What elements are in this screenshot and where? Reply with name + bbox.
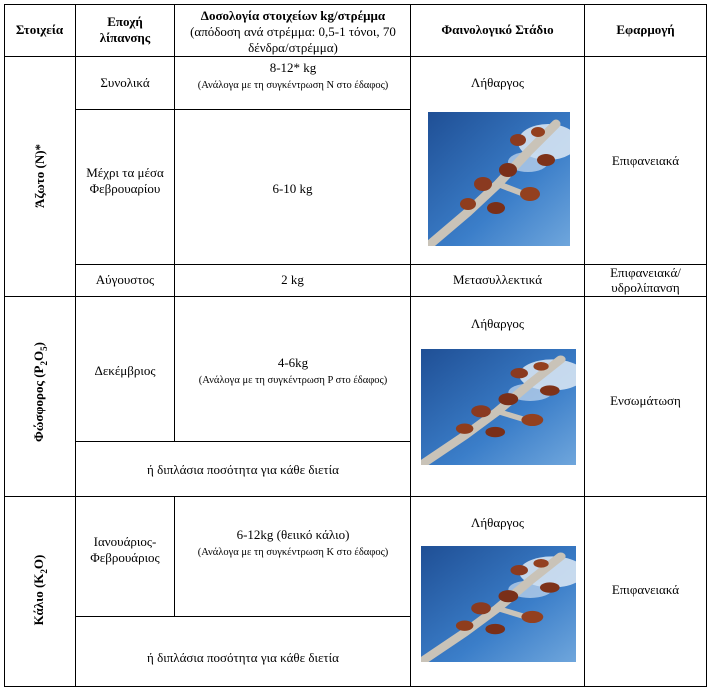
potassium-alt-dose: ή διπλάσια ποσότητα για κάθε διετία [147, 650, 339, 665]
potassium-application: Επιφανειακά [611, 582, 680, 597]
element-nitrogen: Άζωτο (N)* [32, 143, 47, 209]
nitrogen-bud-photo [428, 112, 570, 246]
nitrogen-stage: Λήθαργος [470, 75, 525, 90]
potassium-dose [178, 527, 408, 559]
element-potassium: Κάλιο $(K_2O)$ [31, 554, 49, 626]
nitrogen-total-dose-value: 8-12* kg [269, 60, 317, 75]
header-dosage-title: Δοσολογία στοιχείων kg/στρέμμα [200, 8, 386, 23]
nitrogen-total-dose [178, 60, 408, 92]
nitrogen-august-stage: Μετασυλλεκτικά [452, 272, 543, 287]
nitrogen-midfeb-dose: 6-10 kg [272, 181, 313, 196]
phosphorus-stage: Λήθαργος [470, 316, 525, 331]
phosphorus-application: Ενσωμάτωση [610, 393, 681, 408]
nitrogen-august-application: Επιφανειακά/ υδρολίπανση [610, 265, 681, 295]
potassium-bud-photo [421, 546, 576, 662]
bud-branch-icon [421, 546, 576, 662]
potassium-dose-value: 6-12kg (θειικό κάλιο) [236, 527, 350, 542]
header-dosage-sub: (απόδοση ανά στρέμμα: 0,5-1 τόνοι, 70 δένδρα/στρέμμα) [190, 24, 396, 55]
element-phosphorus: Φώσφορος $(P_2O_5)$ [31, 342, 49, 442]
bud-branch-icon [428, 112, 570, 246]
phosphorus-bud-photo [421, 349, 576, 465]
phosphorus-dose-note: (Ανάλογα με τη συγκέντρωση P στο έδαφος) [198, 375, 388, 386]
potassium-dose-note: (Ανάλογα με τη συγκέντρωση K στο έδαφος) [197, 547, 389, 558]
header-elements: Στοιχεία [15, 22, 64, 37]
header-application: Εφαρμογή [616, 22, 675, 37]
phosphorus-dose-value: 4-6kg [277, 355, 309, 370]
nitrogen-midfeb-season: Μέχρι τα μέσα Φεβρουαρίου [86, 165, 164, 196]
potassium-season: Ιανουάριος-Φεβρουάριος [90, 534, 160, 565]
potassium-stage: Λήθαργος [470, 515, 525, 530]
phosphorus-alt-dose: ή διπλάσια ποσότητα για κάθε διετία [147, 462, 339, 477]
nitrogen-total-dose-note: (Ανάλογα με τη συγκέντρωση N στο έδαφος) [197, 80, 389, 91]
nitrogen-august-dose: 2 kg [281, 272, 304, 287]
nitrogen-application: Επιφανειακά [611, 153, 680, 168]
phosphorus-dose [178, 355, 408, 387]
header-dosage [178, 8, 408, 56]
header-phenology: Φαινολογικό Στάδιο [441, 22, 554, 37]
nitrogen-august-season: Αύγουστος [95, 272, 155, 287]
phosphorus-season: Δεκέμβριος [94, 363, 156, 378]
bud-branch-icon [421, 349, 576, 465]
header-season: Εποχή λίπανσης [99, 14, 151, 45]
nitrogen-total-season: Συνολικά [100, 75, 150, 90]
